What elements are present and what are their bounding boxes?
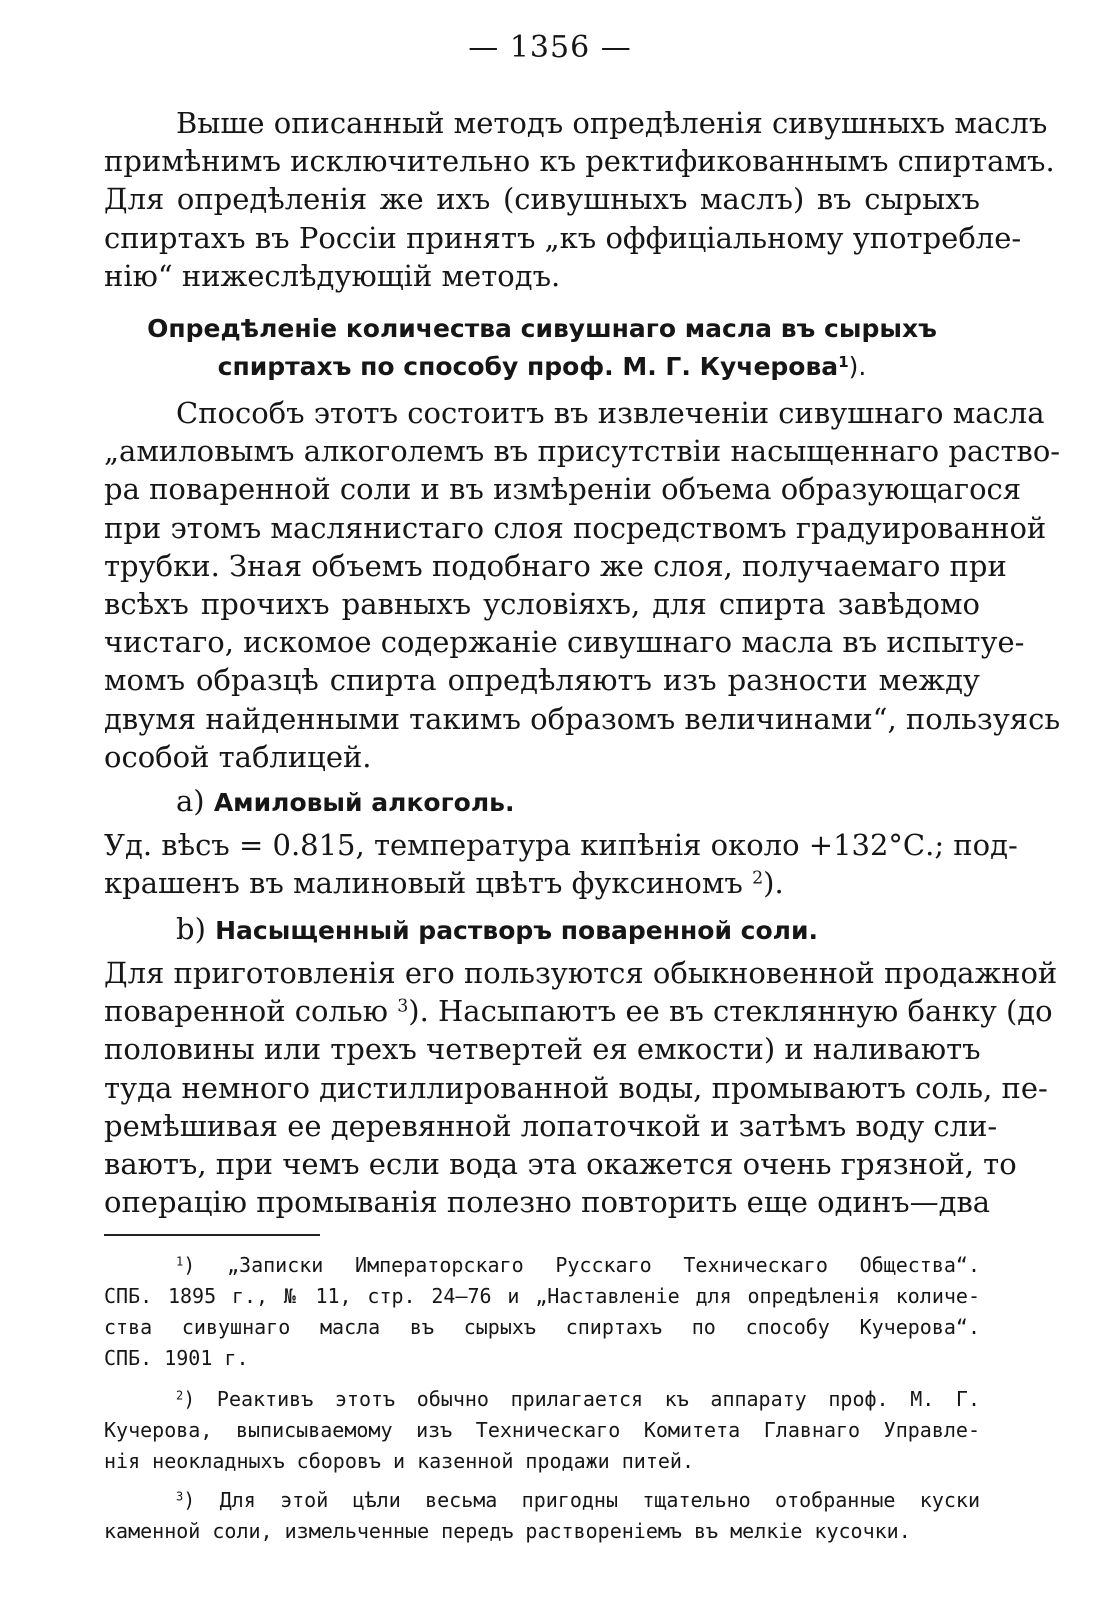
footnote-line: СПБ. 1901 г. xyxy=(104,1346,249,1370)
text-line: ра поваренной соли и въ измѣреніи объема образующагося xyxy=(104,472,1022,507)
text-line: всѣхъ прочихъ равныхъ условіяхъ, для спирта завѣдомо xyxy=(104,587,980,622)
text-line: крашенъ въ малиновый цвѣтъ фуксиномъ xyxy=(104,866,743,901)
text-line: момъ образцѣ спирта опредѣляютъ изъ разности между xyxy=(104,663,980,698)
text-line: спиртахъ въ Россіи принятъ „къ оффиціальному употребле- xyxy=(104,220,1022,255)
text-line: трубки. Зная объемъ подобнаго же слоя, получаемаго при xyxy=(104,548,1007,583)
text-line: ). Насыпаютъ ее въ стеклянную банку (до xyxy=(408,994,1053,1029)
text-line: Уд. вѣсъ = 0.815, температура кипѣнія около +132°С.; под- xyxy=(104,828,1018,862)
text-line: Для опредѣленія же ихъ (сивушныхъ маслъ) въ сырыхъ xyxy=(104,182,980,217)
footnote-line: каменной соли, измельченные передъ раствореніемъ въ мелкіе кусочки. xyxy=(104,1519,911,1543)
text-line: чистаго, искомое содержаніе сивушнаго масла въ испытуе- xyxy=(104,625,1025,660)
text-line: примѣнимъ исключительно къ ректификованнымъ спиртамъ. xyxy=(104,144,1055,179)
footnote-line: Кучерова, выписываемому изъ Техническаго Комитета Главнаго Управле- xyxy=(104,1418,980,1442)
item-title: Амиловый алкоголь. xyxy=(213,788,515,817)
item-a-heading xyxy=(176,782,514,822)
text-line: двумя найденными такимъ образомъ величинами“, пользуясь xyxy=(104,701,1061,736)
footnote-divider xyxy=(104,1234,320,1236)
text-line: нію“ нижеслѣдующій методъ. xyxy=(104,258,561,293)
text-line: Способъ этотъ состоитъ въ извлеченіи сивушнаго масла xyxy=(176,396,1045,430)
text-line: ремѣшивая ее деревянной лопаточкой и затѣмъ воду сли- xyxy=(104,1108,998,1143)
method-paragraph xyxy=(104,394,1061,776)
footnote-ref[interactable]: 3 xyxy=(397,996,409,1017)
intro-paragraph xyxy=(104,104,1055,295)
item-a-text xyxy=(104,826,1018,902)
footnote-line: нія неокладныхъ сборовъ и казенной продажи питей. xyxy=(104,1449,695,1473)
item-b-text xyxy=(104,954,1058,1221)
item-b-heading xyxy=(176,910,818,950)
text-line: при этомъ маслянистаго слоя посредствомъ градуированной xyxy=(104,510,1047,545)
item-marker: b) xyxy=(176,912,206,946)
footnote-ref[interactable]: 2 xyxy=(752,868,764,889)
heading-line: Опредѣленіе количества сивушнаго масла въ сырыхъ xyxy=(147,314,937,343)
item-marker: a) xyxy=(176,784,205,818)
heading-tail: ). xyxy=(848,352,867,381)
footnote-line: ) Реактивъ этотъ обычно прилагается къ аппарату проф. М. Г. xyxy=(183,1387,980,1411)
footnote-number: 2 xyxy=(176,1388,184,1403)
footnote-1 xyxy=(104,1250,980,1374)
footnote-number: 3 xyxy=(176,1489,184,1504)
text-line: половины или трехъ четвертей ея емкости) и наливаютъ xyxy=(104,1032,981,1067)
footnote-line: ства сивушнаго масла въ сырыхъ спиртахъ по способу Кучерова“. xyxy=(104,1315,980,1339)
text-line: „амиловымъ алкоголемъ въ присутствіи насыщеннаго раство- xyxy=(104,434,1061,469)
footnote-2 xyxy=(104,1384,980,1477)
page-number: — 1356 — xyxy=(468,30,632,65)
text-line: Для приготовленія его пользуются обыкновенной продажной xyxy=(104,956,1058,990)
section-heading xyxy=(104,310,980,386)
heading-line: спиртахъ по способу проф. М. Г. Кучерова xyxy=(217,352,839,381)
text-line: туда немного дистиллированной воды, промываютъ соль, пе- xyxy=(104,1070,1048,1105)
text-line: ваютъ, при чемъ если вода эта окажется очень грязной, то xyxy=(104,1147,1017,1182)
text-line: поваренной солью xyxy=(104,994,388,1029)
footnote-number: 1 xyxy=(176,1254,184,1269)
footnote-3 xyxy=(104,1485,980,1547)
text-tail: ). xyxy=(763,866,784,901)
text-line: особой таблицей. xyxy=(104,739,372,774)
footnote-line: ) Для этой цѣли весьма пригодны тщательно отобранные куски xyxy=(183,1488,980,1512)
text-line: Выше описанный методъ опредѣленія сивушныхъ маслъ xyxy=(176,106,1048,140)
footnote-line: СПБ. 1895 г., № 11, стр. 24—76 и „Наставленіе для опредѣленія количе- xyxy=(104,1284,980,1308)
footnote-ref[interactable]: 1 xyxy=(838,352,849,371)
item-title: Насыщенный растворъ поваренной соли. xyxy=(215,916,819,945)
text-line: операцію промыванія полезно повторить еще одинъ—два xyxy=(104,1185,991,1220)
footnote-line: ) „Записки Императорскаго Русскаго Техническаго Общества“. xyxy=(183,1253,980,1277)
